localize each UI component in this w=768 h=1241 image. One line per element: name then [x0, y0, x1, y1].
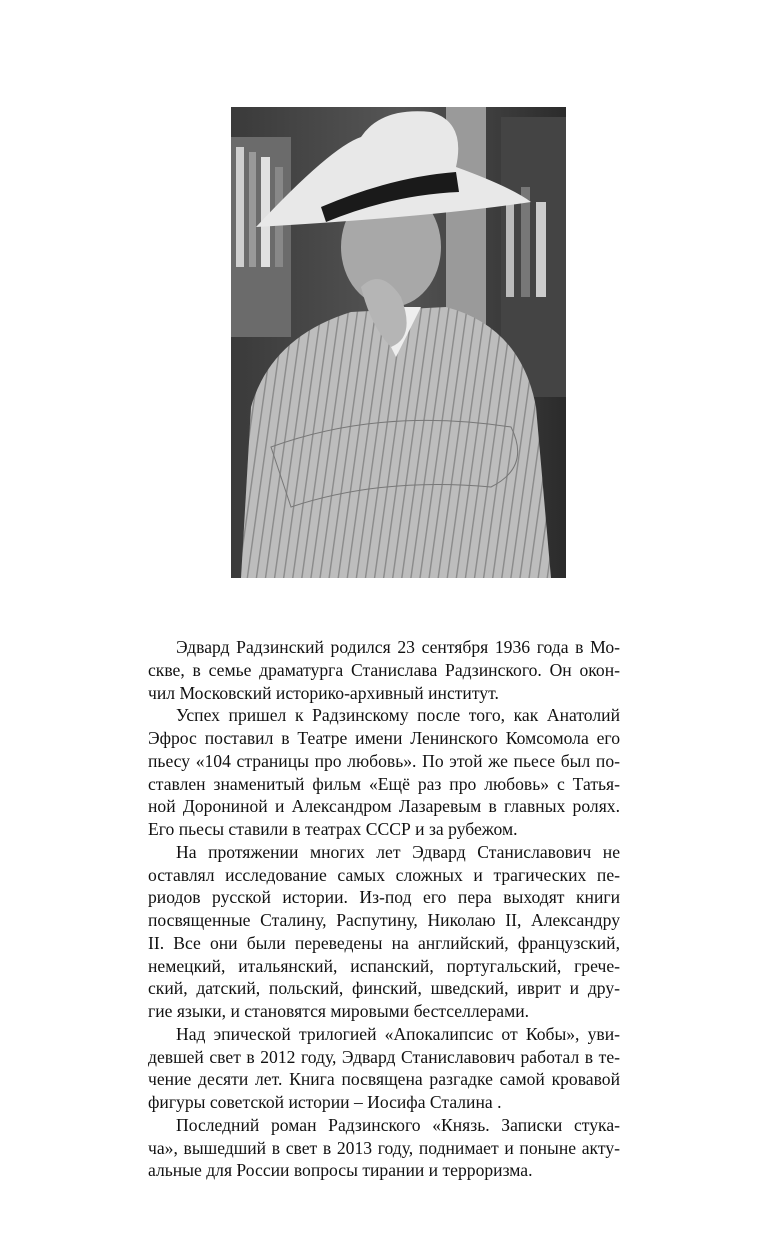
text-line: гие языки, и становятся мировыми бестселлерами.	[148, 1001, 530, 1021]
text-line: чил Московский историко-архивный институт.	[148, 682, 499, 703]
paragraph	[148, 1114, 620, 1182]
text-line: II. Все они были переведены на английский, французский,	[148, 932, 621, 953]
text-line: Над эпической трилогией «Апокалипсис от Кобы», уви-	[176, 1023, 620, 1044]
paragraph	[148, 841, 620, 1023]
text-line: Успех пришел к Радзинскому после того, как Анатолий	[176, 705, 620, 726]
text-line: фигуры советской истории – Иосифа Сталина .	[148, 1092, 502, 1112]
author-biography	[148, 636, 620, 1182]
paragraph	[148, 636, 620, 704]
text-line: Эдвард Радзинский родился 23 сентября 1936 года в Мо-	[176, 637, 620, 657]
text-line: Его пьесы ставили в театрах СССР и за рубежом.	[148, 819, 518, 839]
text-line: оставлял исследование самых сложных и трагических пе-	[148, 864, 620, 885]
text-line: Эфрос поставил в Театре имени Ленинского Комсомола его	[148, 728, 620, 748]
text-line: немецкий, итальянский, испанский, португальский, грече-	[148, 955, 620, 976]
text-line: девшей свет в 2012 году, Эдвард Станиславович работал в те-	[148, 1046, 620, 1067]
text-line: посвященные Сталину, Распутину, Николаю II, Александру	[148, 910, 620, 930]
text-line: ной Дорониной и Александром Лазаревым в главных ролях.	[148, 796, 620, 817]
text-line: ский, датский, польский, финский, шведский, иврит и дру-	[148, 978, 620, 999]
text-line: чение десяти лет. Книга посвящена разгадке самой кровавой	[148, 1069, 620, 1090]
text-line: Последний роман Радзинского «Князь. Записки стука-	[176, 1114, 620, 1135]
text-line: риодов русской истории. Из-под его пера выходят книги	[148, 887, 620, 908]
text-line: скве, в семье драматурга Станислава Радзинского. Он окон-	[148, 659, 620, 680]
paragraph	[148, 1023, 620, 1114]
text-line: альные для России вопросы тирании и терроризма.	[148, 1160, 533, 1181]
text-line: На протяжении многих лет Эдвард Станиславович не	[176, 841, 620, 862]
text-line: ча», вышедший в свет в 2013 году, поднимает и поныне акту-	[148, 1137, 620, 1158]
text-line: ставлен знаменитый фильм «Ещё раз про любовь» с Татья-	[148, 773, 620, 794]
text-line: пьесу «104 страницы про любовь». По этой же пьесе был по-	[148, 750, 620, 771]
author-photo	[231, 107, 566, 578]
paragraph	[148, 704, 620, 841]
